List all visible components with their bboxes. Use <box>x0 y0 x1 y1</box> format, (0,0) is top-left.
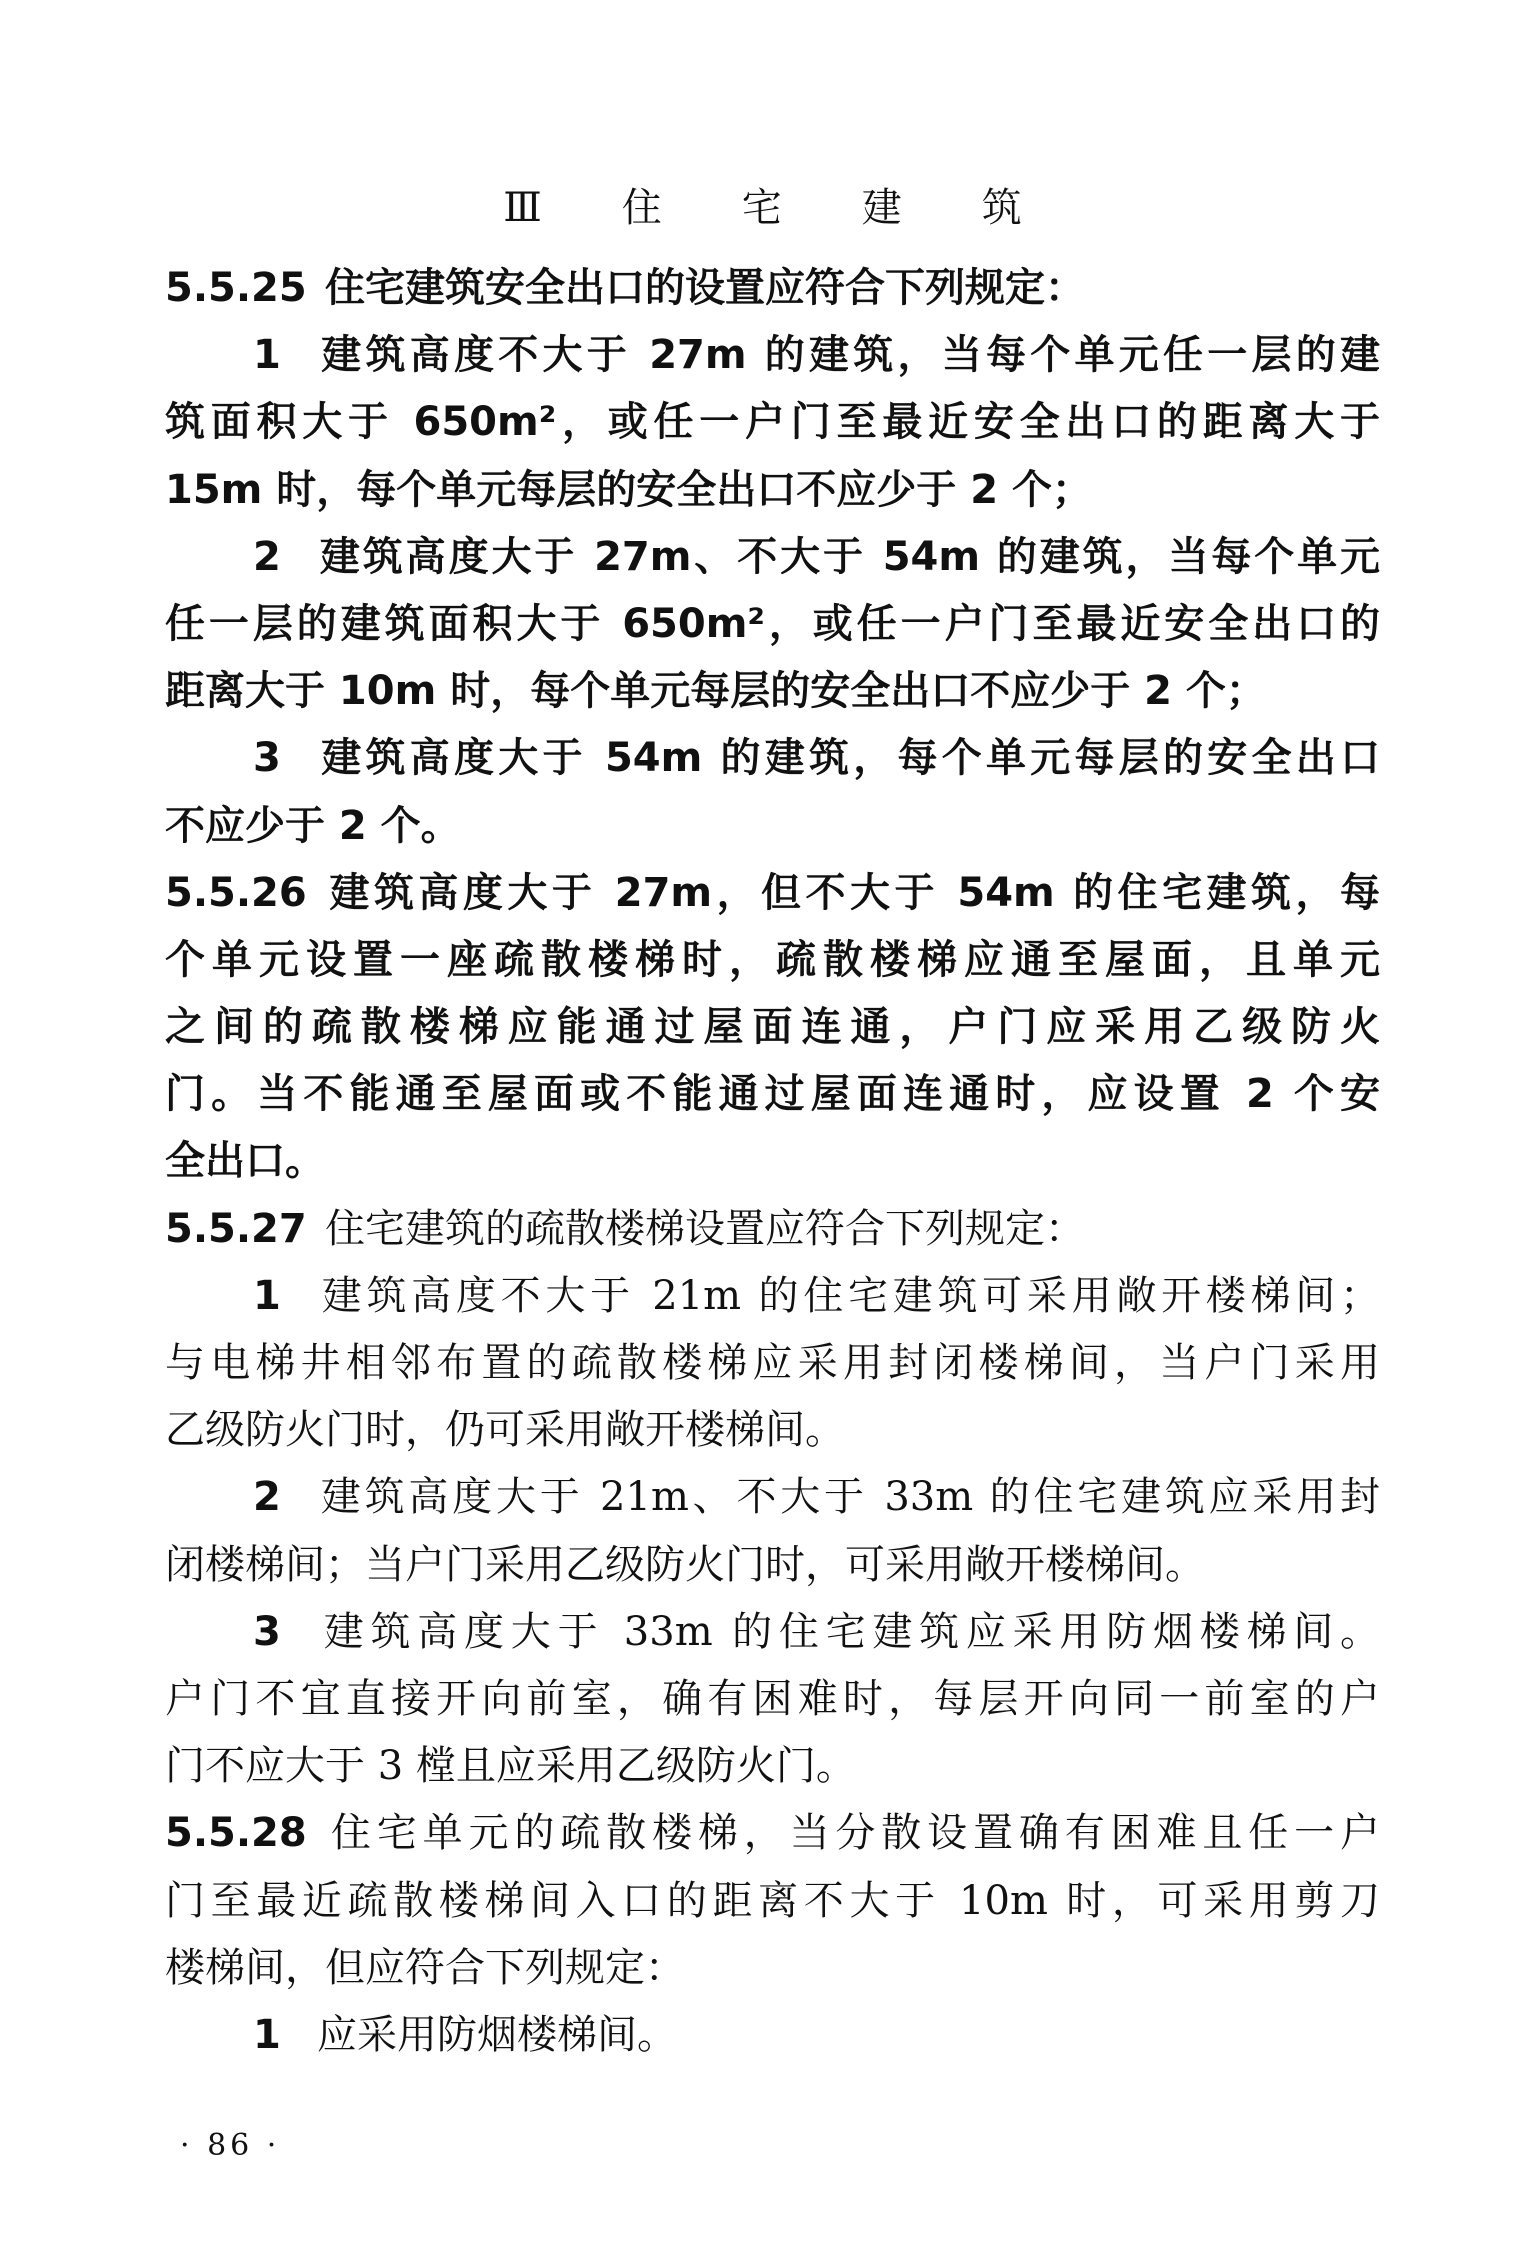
item-text-line <box>165 1666 1380 1733</box>
item-text-line <box>165 389 1380 456</box>
clause-text: 建筑高度大于 27m，但不大于 54m 的住宅建筑，每 <box>325 869 1380 916</box>
clause-number: 5.5.26 <box>165 869 307 916</box>
clause-text: 门至最近疏散楼梯间入口的距离不大于 10m 时，可采用剪刀 <box>165 1877 1380 1924</box>
clause-text: 住宅建筑安全出口的设置应符合下列规定： <box>325 265 1085 311</box>
item-text-line <box>165 1263 1380 1330</box>
clause-text-line <box>165 1061 1380 1128</box>
item-text-line <box>165 1397 1380 1464</box>
item-text-line <box>165 322 1380 389</box>
clause-text-line <box>165 1196 1380 1263</box>
item-text: 乙级防火门时，仍可采用敞开楼梯间。 <box>165 1407 845 1454</box>
item-text-line <box>165 793 1380 860</box>
item-text-line <box>165 1599 1380 1666</box>
clause-c2526 <box>165 860 1380 1196</box>
item-number: 3 <box>253 1608 281 1655</box>
clause-c2525 <box>165 255 1380 860</box>
item-number: 2 <box>253 533 281 580</box>
item-text-line <box>165 658 1380 725</box>
clause-number: 5.5.25 <box>165 265 307 311</box>
item-text-line <box>165 1330 1380 1397</box>
clause-text-line <box>165 1868 1380 1935</box>
document-page <box>165 175 1380 2069</box>
clause-number: 5.5.28 <box>165 1810 307 1857</box>
item-text-line <box>165 2002 1380 2069</box>
clauses-container <box>165 255 1380 2069</box>
item-text: 闭楼梯间；当户门采用乙级防火门时，可采用敞开楼梯间。 <box>165 1541 1205 1588</box>
item-number: 1 <box>253 1272 281 1319</box>
item-text: 距离大于 10m 时，每个单元每层的安全出口不应少于 2 个； <box>165 668 1266 715</box>
clause-text-line <box>165 1800 1380 1867</box>
item-text: 建筑高度大于 21m、不大于 33m 的住宅建筑应采用封 <box>317 1474 1380 1521</box>
item-number: 1 <box>253 332 281 379</box>
item-text: 建筑高度大于 27m、不大于 54m 的建筑，当每个单元 <box>317 533 1380 580</box>
clause-c2528 <box>165 1800 1380 2069</box>
item-text: 应采用防烟楼梯间。 <box>317 2011 677 2058</box>
item-number: 3 <box>253 735 281 782</box>
item-text-line <box>165 725 1380 792</box>
clause-text: 门。当不能通至屋面或不能通过屋面连通时，应设置 2 个安 <box>165 1071 1380 1118</box>
item-text-line <box>165 1464 1380 1531</box>
clause-text-line <box>165 994 1380 1061</box>
clause-c2527 <box>165 1196 1380 1801</box>
clause-text: 全出口。 <box>165 1138 325 1185</box>
clause-text-line <box>165 1128 1380 1195</box>
clause-text: 住宅建筑的疏散楼梯设置应符合下列规定： <box>325 1205 1085 1252</box>
item-text: 门不应大于 3 樘且应采用乙级防火门。 <box>165 1743 856 1790</box>
item-text-line <box>165 524 1380 591</box>
clause-text-line <box>165 255 1380 322</box>
item-number: 2 <box>253 1474 281 1521</box>
item-text: 建筑高度不大于 21m 的住宅建筑可采用敞开楼梯间； <box>317 1272 1380 1319</box>
clause-number: 5.5.27 <box>165 1205 307 1252</box>
item-text: 不应少于 2 个。 <box>165 802 461 849</box>
item-text: 户门不宜直接开向前室，确有困难时，每层开向同一前室的户 <box>165 1675 1380 1722</box>
item-text-line <box>165 457 1380 524</box>
item-text: 15m 时，每个单元每层的安全出口不应少于 2 个； <box>165 466 1092 513</box>
item-text: 与电梯井相邻布置的疏散楼梯应采用封闭楼梯间，当户门采用 <box>165 1340 1380 1386</box>
clause-text: 楼梯间，但应符合下列规定： <box>165 1944 685 1991</box>
clause-text-line <box>165 927 1380 994</box>
clause-text-line <box>165 1935 1380 2002</box>
item-text: 筑面积大于 650m²，或任一户门至最近安全出口的距离大于 <box>165 399 1380 446</box>
item-text-line <box>165 591 1380 658</box>
item-text: 建筑高度不大于 27m 的建筑，当每个单元任一层的建 <box>317 332 1380 379</box>
clause-text: 住宅单元的疏散楼梯，当分散设置确有困难且任一户 <box>325 1810 1380 1857</box>
page-number: · 86 · <box>180 2128 281 2163</box>
item-text-line <box>165 1733 1380 1800</box>
section-title: Ⅲ 住 宅 建 筑 <box>503 185 1042 231</box>
item-text: 建筑高度大于 54m 的建筑，每个单元每层的安全出口 <box>317 735 1380 782</box>
item-text: 任一层的建筑面积大于 650m²，或任一户门至最近安全出口的 <box>165 600 1380 647</box>
clause-text-line <box>165 860 1380 927</box>
clause-text: 之间的疏散楼梯应能通过屋面连通，户门应采用乙级防火 <box>165 1004 1380 1051</box>
item-number: 1 <box>253 2011 281 2058</box>
clause-text: 个单元设置一座疏散楼梯时，疏散楼梯应通至屋面，且单元 <box>165 936 1380 983</box>
item-text-line <box>165 1532 1380 1599</box>
item-text: 建筑高度大于 33m 的住宅建筑应采用防烟楼梯间。 <box>317 1608 1380 1655</box>
